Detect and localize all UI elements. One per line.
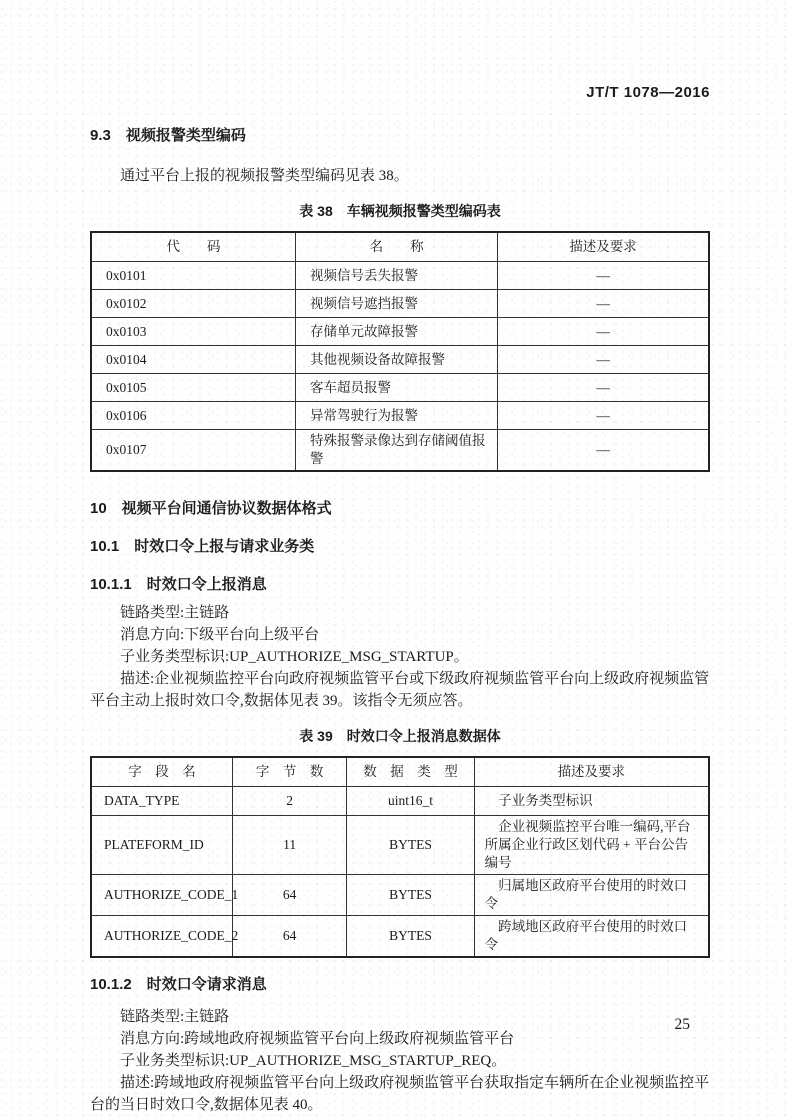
- table-39: [90, 756, 710, 958]
- table-cell-type: BYTES: [347, 816, 474, 875]
- table-cell-name: 视频信号遮挡报警: [296, 290, 498, 318]
- table-row: [91, 816, 709, 875]
- section-heading-10-1-2: 10.1.2 时效口令请求消息: [90, 976, 267, 993]
- table-39-caption: 表 39 时效口令上报消息数据体: [299, 728, 501, 744]
- line-link-type: 链路类型:主链路: [120, 1009, 230, 1025]
- table-cell-code: 0x0107: [91, 430, 296, 472]
- column-header-desc: 描述及要求: [498, 232, 709, 262]
- section-heading-9-3: 9.3 视频报警类型编码: [90, 127, 246, 144]
- table-row: [91, 402, 709, 430]
- paragraph-description: 描述:跨域地政府视频监管平台向上级政府视频监管平台获取指定车辆所在企业视频监控平台的当日时效口令,数据体见表 40。: [90, 1075, 710, 1113]
- standard-number: JT/T 1078—2016: [586, 84, 710, 101]
- running-header: [90, 0, 710, 101]
- section-heading-10: 10 视频平台间通信协议数据体格式: [90, 500, 332, 517]
- line-message-direction: 消息方向:跨域地政府视频监管平台向上级政府视频监管平台: [120, 1031, 515, 1047]
- table-cell-desc: 子业务类型标识: [474, 787, 709, 816]
- table-cell-code: 0x0103: [91, 318, 296, 346]
- table-cell-name: 存储单元故障报警: [296, 318, 498, 346]
- table-row: [91, 875, 709, 916]
- line-subtype-id: 子业务类型标识:UP_AUTHORIZE_MSG_STARTUP_REQ。: [120, 1053, 507, 1069]
- table-cell-desc: 归属地区政府平台使用的时效口令: [474, 875, 709, 916]
- table-cell-code: 0x0101: [91, 262, 296, 290]
- table-cell-desc: —: [498, 290, 709, 318]
- table-row: [91, 787, 709, 816]
- table-cell-code: 0x0104: [91, 346, 296, 374]
- table-38-caption: 表 38 车辆视频报警类型编码表: [299, 203, 501, 219]
- page-number: 25: [674, 1016, 690, 1033]
- table-cell-bytes: 11: [233, 816, 347, 875]
- table-cell-desc: —: [498, 262, 709, 290]
- paragraph-description: 描述:企业视频监控平台向政府视频监管平台或下级政府视频监管平台向上级政府视频监管平台主动上报时效口令,数据体见表 39。该指令无须应答。: [90, 671, 710, 709]
- table-cell-desc: —: [498, 402, 709, 430]
- table-cell-name: 视频信号丢失报警: [296, 262, 498, 290]
- line-subtype-id: 子业务类型标识:UP_AUTHORIZE_MSG_STARTUP。: [120, 649, 469, 665]
- table-38: [90, 231, 710, 472]
- table-cell-field: DATA_TYPE: [91, 787, 233, 816]
- table-cell-bytes: 64: [233, 875, 347, 916]
- table-row: [91, 290, 709, 318]
- column-header-desc: 描述及要求: [474, 757, 709, 787]
- section-heading-10-1: 10.1 时效口令上报与请求业务类: [90, 538, 315, 555]
- table-39-header-row: [91, 757, 709, 787]
- table-cell-name: 异常驾驶行为报警: [296, 402, 498, 430]
- table-cell-name: 特殊报警录像达到存储阈值报警: [296, 430, 498, 472]
- table-cell-code: 0x0102: [91, 290, 296, 318]
- table-cell-name: 其他视频设备故障报警: [296, 346, 498, 374]
- table-cell-field: AUTHORIZE_CODE_1: [91, 875, 233, 916]
- table-cell-desc: —: [498, 346, 709, 374]
- table-row: [91, 318, 709, 346]
- column-header-byte-count: 字 节 数: [233, 757, 347, 787]
- table-cell-bytes: 64: [233, 916, 347, 958]
- table-cell-desc: 跨域地区政府平台使用的时效口令: [474, 916, 709, 958]
- table-row: [91, 916, 709, 958]
- table-38-header-row: [91, 232, 709, 262]
- table-row: [91, 374, 709, 402]
- column-header-data-type: 数 据 类 型: [347, 757, 474, 787]
- table-cell-desc: —: [498, 318, 709, 346]
- line-message-direction: 消息方向:下级平台向上级平台: [120, 627, 320, 643]
- table-row: [91, 262, 709, 290]
- paragraph-9-3: 通过平台上报的视频报警类型编码见表 38。: [120, 168, 409, 184]
- table-row: [91, 346, 709, 374]
- table-cell-desc: 企业视频监控平台唯一编码,平台所属企业行政区划代码 + 平台公告编号: [474, 816, 709, 875]
- table-cell-field: AUTHORIZE_CODE_2: [91, 916, 233, 958]
- table-cell-type: uint16_t: [347, 787, 474, 816]
- line-link-type: 链路类型:主链路: [120, 605, 230, 621]
- table-cell-type: BYTES: [347, 875, 474, 916]
- section-heading-10-1-1: 10.1.1 时效口令上报消息: [90, 576, 267, 593]
- table-cell-bytes: 2: [233, 787, 347, 816]
- table-cell-desc: —: [498, 430, 709, 472]
- table-cell-desc: —: [498, 374, 709, 402]
- table-cell-field: PLATEFORM_ID: [91, 816, 233, 875]
- table-cell-type: BYTES: [347, 916, 474, 958]
- table-row: [91, 430, 709, 472]
- column-header-field-name: 字 段 名: [91, 757, 233, 787]
- table-cell-code: 0x0106: [91, 402, 296, 430]
- column-header-code: 代 码: [91, 232, 296, 262]
- table-cell-name: 客车超员报警: [296, 374, 498, 402]
- column-header-name: 名 称: [296, 232, 498, 262]
- table-cell-code: 0x0105: [91, 374, 296, 402]
